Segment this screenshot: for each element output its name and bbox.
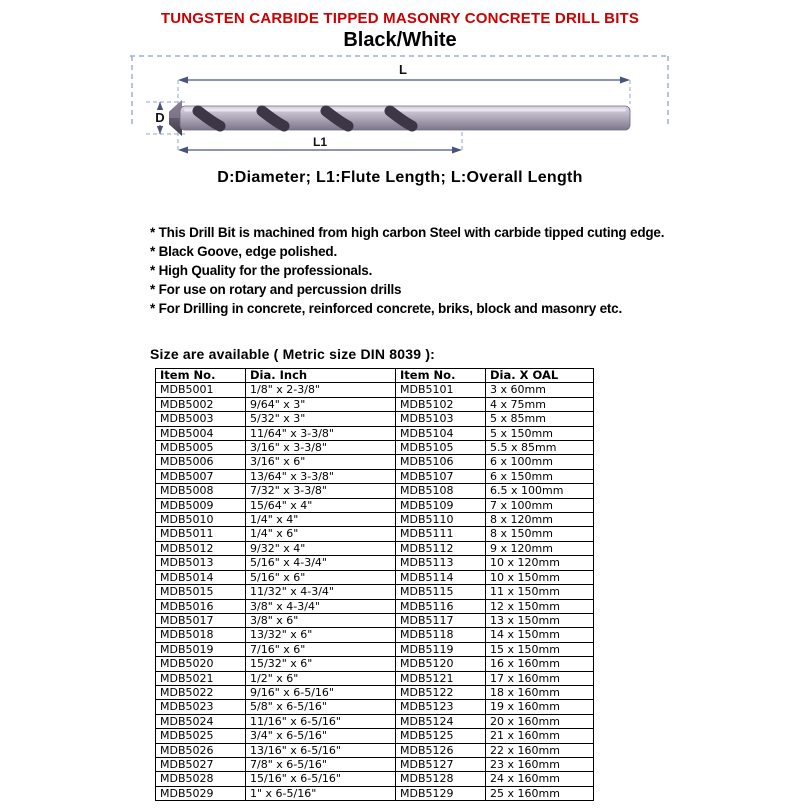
table-row [156,412,594,426]
item-no-inch: MDB5026 [156,743,246,757]
item-no-metric: MDB5126 [396,743,486,757]
table-row [156,541,594,555]
sizes-intro: Size are available ( Metric size DIN 8039 ): [150,346,436,362]
dia-x-oal: 16 x 160mm [486,657,594,671]
dia-inch: 1" x 6-5/16" [246,786,396,800]
dia-x-oal: 3 x 60mm [486,383,594,397]
item-no-metric: MDB5124 [396,714,486,728]
item-no-metric: MDB5116 [396,599,486,613]
sizes-table [155,368,594,801]
dia-x-oal: 15 x 150mm [486,642,594,656]
label-flute-length: L1 [312,135,328,149]
page-title: TUNGSTEN CARBIDE TIPPED MASONRY CONCRETE DRILL BITS [160,10,640,27]
table-row [156,657,594,671]
dia-inch: 15/16" x 6-5/16" [246,772,396,786]
dia-inch: 1/4" x 4" [246,513,396,527]
dia-inch: 9/16" x 6-5/16" [246,685,396,699]
item-no-metric: MDB5113 [396,556,486,570]
item-no-metric: MDB5101 [396,383,486,397]
dia-x-oal: 12 x 150mm [486,599,594,613]
feature-list [0,223,800,318]
dia-x-oal: 8 x 150mm [486,527,594,541]
item-no-inch: MDB5012 [156,541,246,555]
table-header-row [156,369,594,383]
table-row [156,786,594,800]
dia-inch: 5/16" x 4-3/4" [246,556,396,570]
dia-inch: 3/8" x 4-3/4" [246,599,396,613]
item-no-metric: MDB5110 [396,513,486,527]
table-row [156,729,594,743]
table-row [156,397,594,411]
item-no-metric: MDB5123 [396,700,486,714]
item-no-inch: MDB5013 [156,556,246,570]
item-no-metric: MDB5104 [396,426,486,440]
dia-inch: 13/16" x 6-5/16" [246,743,396,757]
table-row [156,757,594,771]
item-no-inch: MDB5021 [156,671,246,685]
overall-length-dimension [178,62,630,84]
dia-inch: 13/64" x 3-3/8" [246,469,396,483]
dia-inch: 11/32" x 4-3/4" [246,585,396,599]
item-no-metric: MDB5121 [396,671,486,685]
table-row [156,455,594,469]
item-no-inch: MDB5004 [156,426,246,440]
dia-inch: 7/32" x 3-3/8" [246,484,396,498]
item-no-inch: MDB5025 [156,729,246,743]
dia-inch: 5/8" x 6-5/16" [246,700,396,714]
dia-x-oal: 22 x 160mm [486,743,594,757]
item-no-metric: MDB5127 [396,757,486,771]
item-no-metric: MDB5119 [396,642,486,656]
dia-x-oal: 5 x 85mm [486,412,594,426]
table-row [156,700,594,714]
dia-inch: 7/8" x 6-5/16" [246,757,396,771]
dia-inch: 7/16" x 6" [246,642,396,656]
dia-inch: 15/32" x 6" [246,657,396,671]
dia-inch: 15/64" x 4" [246,498,396,512]
item-no-metric: MDB5106 [396,455,486,469]
item-no-inch: MDB5010 [156,513,246,527]
item-no-metric: MDB5115 [396,585,486,599]
item-no-inch: MDB5008 [156,484,246,498]
diagram-caption: D:Diameter; L1:Flute Length; L:Overall Length [217,169,583,186]
dia-inch: 5/16" x 6" [246,570,396,584]
table-row [156,527,594,541]
dia-x-oal: 6 x 150mm [486,469,594,483]
item-no-inch: MDB5015 [156,585,246,599]
dia-inch: 9/64" x 3" [246,397,396,411]
dia-inch: 3/16" x 3-3/8" [246,441,396,455]
item-no-inch: MDB5022 [156,685,246,699]
item-no-metric: MDB5118 [396,628,486,642]
table-row [156,743,594,757]
dia-inch: 11/16" x 6-5/16" [246,714,396,728]
dia-x-oal: 11 x 150mm [486,585,594,599]
dia-x-oal: 6.5 x 100mm [486,484,594,498]
dia-x-oal: 24 x 160mm [486,772,594,786]
table-row [156,498,594,512]
item-no-metric: MDB5111 [396,527,486,541]
item-no-metric: MDB5108 [396,484,486,498]
item-no-metric: MDB5109 [396,498,486,512]
item-no-inch: MDB5029 [156,786,246,800]
item-no-inch: MDB5014 [156,570,246,584]
item-no-metric: MDB5117 [396,613,486,627]
dia-inch: 3/8" x 6" [246,613,396,627]
feature-item: * Black Goove, edge polished. [150,244,338,259]
table-row [156,513,594,527]
table-row [156,570,594,584]
dia-inch: 9/32" x 4" [246,541,396,555]
column-header: Item No. [396,369,486,383]
dia-x-oal: 21 x 160mm [486,729,594,743]
drill-bit-illustration [130,54,670,164]
table-row [156,628,594,642]
dia-x-oal: 7 x 100mm [486,498,594,512]
feature-item: * For use on rotary and percussion drills [150,282,402,297]
table-row [156,642,594,656]
dia-x-oal: 5.5 x 85mm [486,441,594,455]
item-no-inch: MDB5009 [156,498,246,512]
dia-inch: 1/8" x 2-3/8" [246,383,396,397]
item-no-inch: MDB5023 [156,700,246,714]
dia-x-oal: 20 x 160mm [486,714,594,728]
item-no-inch: MDB5011 [156,527,246,541]
table-row [156,685,594,699]
drill-bit-diagram [130,54,670,169]
feature-item: * For Drilling in concrete, reinforced concrete, briks, block and masonry etc. [150,301,623,316]
dia-x-oal: 13 x 150mm [486,613,594,627]
table-row [156,383,594,397]
column-header: Item No. [156,369,246,383]
dia-x-oal: 14 x 150mm [486,628,594,642]
table-row [156,484,594,498]
page-subtitle: Black/White [343,29,457,51]
dia-inch: 3/16" x 6" [246,455,396,469]
dia-x-oal: 4 x 75mm [486,397,594,411]
column-header: Dia. X OAL [486,369,594,383]
item-no-inch: MDB5028 [156,772,246,786]
item-no-inch: MDB5027 [156,757,246,771]
table-row [156,714,594,728]
item-no-inch: MDB5003 [156,412,246,426]
item-no-metric: MDB5129 [396,786,486,800]
table-row [156,556,594,570]
item-no-metric: MDB5112 [396,541,486,555]
dia-x-oal: 25 x 160mm [486,786,594,800]
flute-length-dimension [178,135,462,154]
dia-x-oal: 10 x 120mm [486,556,594,570]
table-row [156,441,594,455]
column-header: Dia. Inch [246,369,396,383]
item-no-inch: MDB5020 [156,657,246,671]
item-no-metric: MDB5122 [396,685,486,699]
dia-inch: 3/4" x 6-5/16" [246,729,396,743]
table-row [156,671,594,685]
dia-inch: 1/4" x 6" [246,527,396,541]
dia-inch: 1/2" x 6" [246,671,396,685]
item-no-inch: MDB5002 [156,397,246,411]
dia-x-oal: 18 x 160mm [486,685,594,699]
item-no-metric: MDB5120 [396,657,486,671]
dia-inch: 5/32" x 3" [246,412,396,426]
dia-x-oal: 17 x 160mm [486,671,594,685]
item-no-inch: MDB5024 [156,714,246,728]
diameter-dimension [151,102,169,134]
table-row [156,772,594,786]
dia-x-oal: 10 x 150mm [486,570,594,584]
product-sheet [0,10,800,801]
item-no-inch: MDB5005 [156,441,246,455]
table-row [156,613,594,627]
item-no-metric: MDB5105 [396,441,486,455]
item-no-inch: MDB5007 [156,469,246,483]
item-no-inch: MDB5018 [156,628,246,642]
drill-bit-shape [162,100,630,136]
item-no-metric: MDB5125 [396,729,486,743]
item-no-metric: MDB5128 [396,772,486,786]
item-no-inch: MDB5001 [156,383,246,397]
label-diameter: D [155,110,165,125]
table-row [156,426,594,440]
table-row [156,599,594,613]
feature-item: * High Quality for the professionals. [150,263,373,278]
table-row [156,469,594,483]
dia-inch: 13/32" x 6" [246,628,396,642]
dia-x-oal: 9 x 120mm [486,541,594,555]
item-no-inch: MDB5016 [156,599,246,613]
dia-x-oal: 6 x 100mm [486,455,594,469]
feature-item: * This Drill Bit is machined from high carbon Steel with carbide tipped cuting edge. [150,225,665,240]
item-no-inch: MDB5017 [156,613,246,627]
label-overall-length: L [399,62,407,77]
dia-x-oal: 8 x 120mm [486,513,594,527]
table-row [156,585,594,599]
item-no-metric: MDB5114 [396,570,486,584]
item-no-metric: MDB5107 [396,469,486,483]
item-no-inch: MDB5006 [156,455,246,469]
item-no-metric: MDB5103 [396,412,486,426]
dia-x-oal: 19 x 160mm [486,700,594,714]
dia-inch: 11/64" x 3-3/8" [246,426,396,440]
item-no-inch: MDB5019 [156,642,246,656]
item-no-metric: MDB5102 [396,397,486,411]
dia-x-oal: 5 x 150mm [486,426,594,440]
dia-x-oal: 23 x 160mm [486,757,594,771]
